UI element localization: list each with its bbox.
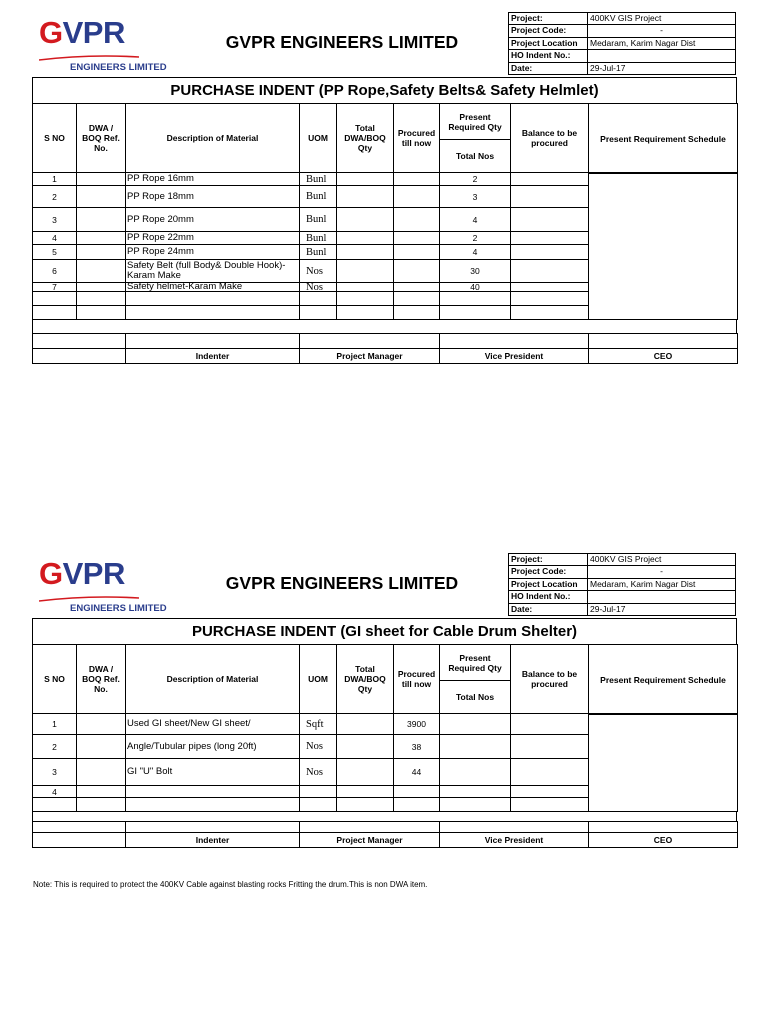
signature-label-indenter [125, 832, 300, 848]
col-header-balance [510, 103, 589, 173]
item-present-text: 2 [472, 174, 478, 184]
item-balance [510, 758, 589, 786]
item-procured [393, 172, 440, 186]
info-label: Project Location [508, 578, 588, 591]
info-value: 400KV GIS Project [587, 12, 736, 25]
indent-title: PURCHASE INDENT (GI sheet for Cable Drum Shelter) [32, 618, 737, 645]
item-desc [125, 305, 300, 320]
item-procured-text: 3900 [407, 719, 426, 729]
col-header-procured-text: Procured till now [397, 669, 436, 689]
col-header-uom [299, 103, 337, 173]
item-uom-text: Bunl [306, 232, 327, 244]
info-value: Medaram, Karim Nagar Dist [587, 578, 736, 591]
item-present [439, 734, 511, 759]
item-present [439, 185, 511, 208]
col-header-total-nos-text: Total Nos [455, 692, 495, 702]
company-name: GVPR ENGINEERS LIMITED [225, 573, 459, 593]
item-desc [125, 244, 300, 260]
item-ref [76, 231, 126, 245]
info-label: Project Code: [508, 24, 588, 37]
item-procured [393, 305, 440, 320]
item-sno [32, 185, 77, 208]
col-header-uom-text: UOM [308, 133, 328, 143]
item-desc-text: Safety helmet-Karam Make [127, 282, 243, 292]
item-balance [510, 244, 589, 260]
item-sno [32, 734, 77, 759]
col-header-desc-text: Description of Material [166, 133, 259, 143]
signature-blank-label [32, 348, 126, 364]
item-procured-text: 44 [411, 767, 422, 777]
item-uom [299, 231, 337, 245]
info-label: Project Location [508, 37, 588, 50]
item-total [336, 797, 394, 812]
col-header-schedule [588, 644, 738, 715]
info-label: HO Indent No.: [508, 590, 588, 603]
item-ref [76, 305, 126, 320]
item-procured [393, 734, 440, 759]
item-procured [393, 758, 440, 786]
col-header-uom-text: UOM [308, 674, 328, 684]
signature-label-indenter-text: Indenter [195, 351, 230, 361]
item-balance [510, 172, 589, 186]
item-desc [125, 758, 300, 786]
col-header-total-text: Total DWA/BOQ Qty [344, 664, 386, 694]
blank-row [32, 319, 737, 334]
company-logo [32, 553, 182, 621]
item-desc-text: PP Rope 18mm [127, 190, 194, 202]
signature-label-ceo-text: CEO [653, 835, 673, 845]
info-value [587, 590, 736, 603]
item-desc [125, 291, 300, 306]
logo-wordmark [39, 555, 125, 593]
logo-letters: VPR [62, 15, 125, 50]
item-present [439, 244, 511, 260]
col-header-sno [32, 644, 77, 714]
signature-label-project-manager-text: Project Manager [336, 835, 403, 845]
col-header-ref [76, 644, 126, 714]
item-ref [76, 207, 126, 232]
item-uom-text: Bunl [306, 246, 327, 258]
item-sno-text: 7 [52, 282, 57, 292]
item-uom [299, 734, 337, 759]
item-present-text: 4 [472, 247, 478, 257]
col-header-total [336, 644, 394, 714]
item-procured-text: 38 [411, 741, 422, 752]
item-uom [299, 797, 337, 812]
item-total [336, 244, 394, 260]
col-header-total-nos-text: Total Nos [455, 151, 495, 161]
signature-label-vice-president [439, 348, 589, 364]
col-header-schedule-text: Present Requirement Schedule [600, 133, 726, 144]
col-header-sno [32, 103, 77, 173]
item-present [439, 758, 511, 786]
col-header-total-text: Total DWA/BOQ Qty [344, 123, 386, 153]
item-uom [299, 172, 337, 186]
signature-blank [32, 333, 126, 349]
purchase-indent-form [32, 553, 737, 879]
signature-label-ceo [588, 832, 738, 848]
item-ref [76, 259, 126, 283]
signature-label-project-manager-text: Project Manager [336, 351, 403, 361]
col-header-ref-text: DWA / BOQ Ref. No. [82, 123, 120, 153]
logo-subtitle: ENGINEERS LIMITED [70, 603, 167, 614]
info-label: Project: [508, 12, 588, 25]
item-desc-text: Angle/Tubular pipes (long 20ft) [127, 740, 257, 752]
item-uom [299, 244, 337, 260]
info-label: Project: [508, 553, 588, 566]
col-header-present-text: Present Required Qty [448, 111, 502, 132]
item-sno-text: 5 [52, 247, 57, 257]
col-header-sno-text: S NO [44, 674, 65, 684]
info-label: Date: [508, 62, 588, 75]
schedule-area [588, 172, 738, 320]
col-header-present [439, 644, 511, 681]
item-ref [76, 172, 126, 186]
col-header-ref-text: DWA / BOQ Ref. No. [82, 664, 120, 694]
item-sno-text: 1 [52, 719, 57, 729]
item-uom-text: Bunl [306, 191, 327, 202]
col-header-uom [299, 644, 337, 714]
signature-space [439, 333, 589, 349]
item-desc-text: GI "U" Bolt [127, 766, 173, 777]
signature-space [125, 333, 300, 349]
col-header-present-text: Present Required Qty [448, 652, 502, 673]
item-ref [76, 244, 126, 260]
info-label: Project Code: [508, 565, 588, 578]
company-logo [32, 12, 182, 80]
item-uom-text: Nos [306, 282, 323, 292]
logo-letter-g: G [39, 15, 63, 50]
item-ref [76, 797, 126, 812]
item-sno [32, 259, 77, 283]
item-uom-text: Nos [306, 265, 323, 277]
col-header-balance [510, 644, 589, 714]
signature-label-ceo [588, 348, 738, 364]
item-procured [393, 244, 440, 260]
signature-space [588, 333, 738, 349]
info-value: 400KV GIS Project [587, 553, 736, 566]
signature-label-indenter-text: Indenter [195, 835, 230, 845]
col-header-total-nos [439, 139, 511, 173]
item-balance [510, 259, 589, 283]
signature-label-vice-president-text: Vice President [484, 351, 544, 361]
item-sno-text: 1 [52, 174, 57, 184]
item-balance [510, 185, 589, 208]
item-desc [125, 231, 300, 245]
item-sno [32, 758, 77, 786]
item-total [336, 713, 394, 735]
item-procured [393, 713, 440, 735]
item-present-text: 4 [472, 214, 478, 225]
col-header-desc [125, 103, 300, 173]
item-present [439, 259, 511, 283]
info-value [587, 49, 736, 62]
item-sno-text: 2 [52, 741, 57, 752]
item-desc-text: PP Rope 20mm [127, 213, 194, 225]
info-value: 29-Jul-17 [587, 603, 736, 616]
col-header-sno-text: S NO [44, 133, 65, 143]
item-uom-text: Bunl [306, 173, 327, 185]
item-present [439, 305, 511, 320]
indent-title: PURCHASE INDENT (PP Rope,Safety Belts& Safety Helmlet) [32, 77, 737, 104]
item-desc [125, 259, 300, 283]
logo-letter-g: G [39, 556, 63, 591]
item-procured [393, 231, 440, 245]
info-label: HO Indent No.: [508, 49, 588, 62]
item-present [439, 291, 511, 306]
form-note: Note: This is required to protect the 400KV Cable against blasting rocks Fritting the drum.This is non DWA item. [33, 880, 428, 889]
item-sno-text: 6 [52, 266, 57, 276]
item-total [336, 305, 394, 320]
item-uom-text: Bunl [306, 214, 327, 225]
info-value: Medaram, Karim Nagar Dist [587, 37, 736, 50]
col-header-schedule-text: Present Requirement Schedule [600, 674, 726, 685]
item-uom-text: Nos [306, 741, 323, 752]
col-header-desc-text: Description of Material [166, 674, 259, 684]
item-total [336, 291, 394, 306]
item-balance [510, 305, 589, 320]
item-present [439, 172, 511, 186]
item-balance [510, 713, 589, 735]
signature-label-project-manager [299, 348, 440, 364]
item-desc [125, 713, 300, 735]
item-balance [510, 207, 589, 232]
col-header-schedule [588, 103, 738, 174]
item-sno-text: 4 [52, 786, 57, 797]
item-balance [510, 734, 589, 759]
col-header-procured-text: Procured till now [397, 128, 436, 148]
item-sno [32, 797, 77, 812]
purchase-indent-form [32, 12, 737, 401]
signature-label-vice-president [439, 832, 589, 848]
item-sno-text: 2 [52, 191, 57, 202]
item-uom [299, 291, 337, 306]
signature-space [299, 333, 440, 349]
item-total [336, 185, 394, 208]
col-header-balance-text: Balance to be procured [521, 669, 578, 689]
item-uom [299, 758, 337, 786]
item-sno [32, 713, 77, 735]
signature-blank-label [32, 832, 126, 848]
info-value: 29-Jul-17 [587, 62, 736, 75]
schedule-area [588, 713, 738, 812]
item-uom [299, 259, 337, 283]
item-sno [32, 172, 77, 186]
logo-letters: VPR [62, 556, 125, 591]
item-sno [32, 207, 77, 232]
info-value: - [587, 24, 736, 37]
item-desc [125, 797, 300, 812]
item-present [439, 797, 511, 812]
item-desc-text: Used GI sheet/New GI sheet/ [127, 718, 251, 729]
item-uom-text: Nos [306, 766, 323, 778]
item-present-text: 3 [472, 191, 478, 202]
item-present-text: 30 [470, 266, 480, 276]
item-desc [125, 207, 300, 232]
item-sno [32, 231, 77, 245]
item-present-text: 40 [470, 282, 480, 292]
item-sno-text: 3 [52, 767, 57, 777]
item-present [439, 231, 511, 245]
logo-subtitle: ENGINEERS LIMITED [70, 62, 167, 73]
item-sno [32, 244, 77, 260]
col-header-ref [76, 103, 126, 173]
signature-label-indenter [125, 348, 300, 364]
col-header-procured [393, 644, 440, 714]
item-sno-text: 3 [52, 214, 57, 225]
item-balance [510, 797, 589, 812]
item-sno [32, 305, 77, 320]
item-total [336, 734, 394, 759]
signature-label-project-manager [299, 832, 440, 848]
item-balance [510, 231, 589, 245]
item-total [336, 172, 394, 186]
item-desc [125, 172, 300, 186]
item-total [336, 207, 394, 232]
item-uom-text: Sqft [306, 718, 324, 730]
item-present [439, 713, 511, 735]
item-sno [32, 291, 77, 306]
col-header-procured [393, 103, 440, 173]
item-total [336, 758, 394, 786]
item-procured [393, 185, 440, 208]
item-procured [393, 797, 440, 812]
logo-wordmark [39, 14, 125, 52]
item-procured [393, 207, 440, 232]
item-procured [393, 291, 440, 306]
item-uom [299, 207, 337, 232]
item-sno-text: 4 [52, 233, 57, 243]
signature-label-ceo-text: CEO [653, 351, 673, 361]
info-value: - [587, 565, 736, 578]
item-uom [299, 185, 337, 208]
item-uom [299, 305, 337, 320]
signature-label-vice-president-text: Vice President [484, 835, 544, 845]
item-present [439, 207, 511, 232]
item-total [336, 231, 394, 245]
col-header-present [439, 103, 511, 140]
item-desc [125, 734, 300, 759]
item-procured [393, 259, 440, 283]
col-header-balance-text: Balance to be procured [521, 128, 578, 148]
item-desc-text: Safety Belt (full Body& Double Hook)-Karam Make [127, 260, 286, 281]
item-desc-text: PP Rope 24mm [127, 246, 194, 257]
item-desc-text: PP Rope 16mm [127, 173, 194, 184]
col-header-desc [125, 644, 300, 714]
item-present-text: 2 [472, 233, 478, 243]
item-total [336, 259, 394, 283]
info-label: Date: [508, 603, 588, 616]
company-name: GVPR ENGINEERS LIMITED [225, 32, 459, 52]
item-ref [76, 734, 126, 759]
item-uom [299, 713, 337, 735]
item-ref [76, 758, 126, 786]
col-header-total [336, 103, 394, 173]
item-desc-text: PP Rope 22mm [127, 232, 194, 243]
item-ref [76, 713, 126, 735]
item-ref [76, 291, 126, 306]
item-balance [510, 291, 589, 306]
col-header-total-nos [439, 680, 511, 714]
item-desc [125, 185, 300, 208]
item-ref [76, 185, 126, 208]
